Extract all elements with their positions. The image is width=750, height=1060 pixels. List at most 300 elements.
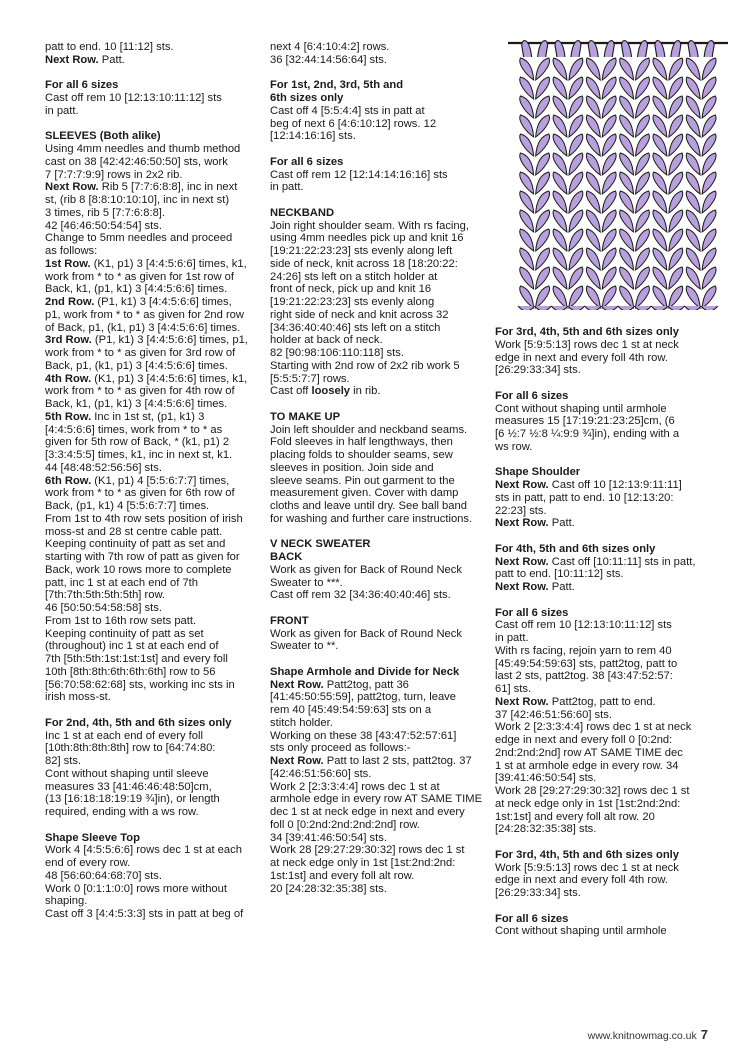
section: [270, 538, 492, 602]
pattern-line: [45, 538, 263, 551]
line-text: Work 4 [4:5:5:6:6] rows dec 1 st at each: [45, 844, 242, 857]
line-text: Sweater to ***.: [270, 576, 343, 589]
stitch-left-leg: [586, 115, 600, 137]
pattern-line: [495, 581, 710, 594]
stitch-right-leg: [636, 248, 650, 270]
line-text: 24:26] sts left on a stitch holder at: [270, 270, 438, 283]
pattern-line: [45, 768, 263, 781]
line-text: 82 [90:98:106:110:118] sts.: [270, 347, 404, 359]
stitch-left-leg: [620, 191, 634, 213]
pattern-line: [45, 296, 263, 309]
line-text: given for 5th row of Back, * (k1, p1) 2: [45, 436, 230, 449]
line-text: sleeves in position. Join side and: [270, 461, 434, 474]
line-text: edge in next and every foll 4th row.: [495, 351, 668, 364]
stitch-left-leg: [553, 210, 567, 232]
stitch-left-leg: [586, 286, 600, 308]
pattern-line: [45, 220, 263, 233]
section: [270, 41, 492, 67]
stitch-left-leg: [520, 115, 534, 137]
pattern-line: [495, 785, 710, 798]
section-heading: V NECK SWEATER: [270, 538, 371, 551]
pattern-line: [45, 194, 263, 207]
line-text: in rib.: [350, 385, 381, 398]
line-text: measures 15 [17:19:21:23:25]cm, (6: [495, 415, 675, 428]
stitch-right-leg: [636, 172, 650, 194]
stitch-left-leg: [553, 153, 567, 175]
row-label: Next Row.: [495, 695, 549, 708]
cast-on-edge: [618, 306, 635, 310]
pattern-line: [270, 373, 492, 386]
line-text: 36 [32:44:14:56:64] sts.: [270, 53, 387, 66]
column-right: [495, 326, 710, 951]
stitch-right-leg: [602, 267, 616, 289]
section: [270, 615, 492, 653]
line-text: (K1, p1) 3 [4:4:5:6:6] times, k1,: [91, 372, 248, 385]
pattern-line: [45, 883, 263, 896]
line-text: cloths and leave until dry. See ball band: [270, 500, 467, 512]
stitch-left-leg: [653, 153, 667, 175]
cast-on-edge: [668, 306, 685, 310]
line-text: Back, p1, (k1, p1) 3 [4:4:5:6:6] times.: [45, 359, 228, 372]
pattern-line: [270, 181, 492, 194]
pattern-line: [45, 870, 263, 883]
line-text: Work as given for Back of Round Neck: [270, 563, 462, 576]
section: [45, 41, 263, 67]
line-text: irish moss-st.: [45, 691, 111, 704]
stitch-left-leg: [653, 134, 667, 156]
stitch-left-leg: [686, 172, 700, 194]
stitch-left-leg: [620, 172, 634, 194]
line-text: Work as given for Back of Round Neck: [270, 627, 462, 640]
section-heading: For 1st, 2nd, 3rd, 5th and: [270, 79, 404, 92]
line-text: Patt2tog, patt to end.: [548, 695, 656, 708]
line-text: 34 [39:41:46:50:54] sts.: [270, 831, 387, 844]
pattern-line: [270, 577, 492, 590]
pattern-line: [45, 577, 263, 590]
line-text: work from * to * as given for 1st row of: [45, 270, 235, 283]
stitch-left-leg: [653, 115, 667, 137]
pattern-line: [495, 632, 710, 645]
line-text: Cast off 10 [12:13:9:11:11]: [548, 479, 682, 491]
stitch-right-leg: [702, 58, 716, 80]
stitch-left-leg: [620, 229, 634, 251]
section: [495, 607, 710, 837]
stitch-right-leg: [636, 96, 650, 118]
line-text: 7 [7:7:7:9:9] rows in 2x2 rib.: [45, 168, 183, 181]
pattern-line: [45, 411, 263, 424]
section: [45, 79, 263, 117]
pattern-line: [45, 424, 263, 437]
pattern-line: [270, 449, 492, 462]
stitch-left-leg: [620, 286, 634, 308]
stitch-right-leg: [669, 210, 683, 232]
stitch-right-leg: [636, 115, 650, 137]
stitch-right-leg: [536, 248, 550, 270]
line-text: 44 [48:48:52:56:56] sts.: [45, 461, 162, 474]
cast-on-edge: [601, 306, 618, 310]
line-text: for washing and further care instructions.: [270, 512, 473, 525]
pattern-line: [270, 870, 492, 883]
line-text: dec 1 st at neck edge in next and every: [270, 806, 465, 818]
line-text: Cast off 4 [5:5:4:4] sts in patt at: [270, 104, 425, 117]
stitch-right-leg: [536, 267, 550, 289]
line-text: 10th [8th:8th:6th:6th:6th] row to 56: [45, 665, 216, 678]
pattern-line: [495, 811, 710, 824]
pattern-line: [270, 169, 492, 182]
stitch-left-leg: [520, 96, 534, 118]
pattern-line: [45, 41, 263, 54]
pattern-line: [45, 181, 263, 194]
stitch-left-leg: [686, 115, 700, 137]
pattern-line: [270, 54, 492, 67]
stitch-right-leg: [669, 58, 683, 80]
stitch-left-leg: [520, 248, 534, 270]
row-label: 5th Row.: [45, 410, 92, 423]
stitch-right-leg: [669, 96, 683, 118]
line-text: Patt.: [548, 581, 575, 593]
stitch-left-leg: [520, 153, 534, 175]
pattern-line: [45, 615, 263, 628]
pattern-line: [45, 526, 263, 539]
pattern-line: [270, 857, 492, 870]
line-text: [24:28:32:35:38] sts.: [495, 823, 597, 836]
pattern-line: [45, 513, 263, 526]
section: [270, 411, 492, 526]
line-text: right side of neck and knit across 32: [270, 308, 449, 321]
line-text: 1st:1st] and every foll alt row.: [270, 869, 415, 882]
line-text: starting with 7th row of patt as given for: [45, 551, 240, 563]
line-text: (P1, k1) 3 [4:4:5:6:6] times,: [94, 296, 232, 308]
line-text: Starting with 2nd row of 2x2 rib work 5: [270, 359, 460, 372]
stitch-right-leg: [669, 77, 683, 99]
line-text: placing folds to shoulder seams, sew: [270, 449, 453, 461]
stitch-right-leg: [702, 248, 716, 270]
line-text: (13 [16:18:18:19:19 ¾]in), or length: [45, 793, 220, 806]
stitch-right-leg: [536, 153, 550, 175]
stitch-left-leg: [653, 191, 667, 213]
pattern-line: [45, 156, 263, 169]
stitch-right-leg: [569, 96, 583, 118]
pattern-line: [45, 640, 263, 653]
line-text: 1 st at armhole edge in every row. 34: [495, 759, 679, 772]
pattern-line: [45, 385, 263, 398]
line-text: rem 40 [45:49:54:59:63] sts on a: [270, 704, 432, 716]
line-text: using 4mm needles pick up and knit 16: [270, 232, 464, 245]
pattern-line: [495, 556, 710, 569]
stitch-left-leg: [620, 153, 634, 175]
pattern-line: [270, 640, 492, 653]
section-subheading: BACK: [270, 551, 303, 563]
pattern-line: [270, 462, 492, 475]
pattern-line: [270, 704, 492, 717]
emphasis: loosely: [311, 385, 351, 398]
pattern-line: [45, 334, 263, 347]
stitch-left-leg: [553, 77, 567, 99]
stitch-left-leg: [686, 248, 700, 270]
line-text: From 1st to 16th row sets patt.: [45, 614, 197, 627]
stitch-left-leg: [586, 248, 600, 270]
line-text: 48 [56:60:64:68:70] sts.: [45, 869, 162, 882]
line-text: Cast off [10:11:11] sts in patt,: [548, 555, 696, 568]
line-text: edge in next and every foll 4th row.: [495, 874, 668, 887]
pattern-line: [45, 730, 263, 743]
stitch-left-leg: [520, 58, 534, 80]
stitch-left-leg: [553, 96, 567, 118]
line-text: as follows:: [45, 245, 98, 257]
stitch-left-leg: [586, 267, 600, 289]
line-text: st, (rib 8 [8:8:10:10:10], inc in next st): [45, 194, 230, 206]
pattern-line: [270, 513, 492, 526]
stitch-right-leg: [602, 58, 616, 80]
line-text: (K1, p1) 3 [4:4:5:6:6] times, k1,: [90, 257, 247, 270]
pattern-line: [495, 874, 710, 887]
stitch-left-leg: [686, 96, 700, 118]
stitch-left-leg: [586, 172, 600, 194]
row-label: 2nd Row.: [45, 296, 95, 308]
stitch-left-leg: [653, 248, 667, 270]
section: [270, 156, 492, 194]
line-text: 3 times, rib 5 [7:7:6:8:8].: [45, 206, 166, 219]
stitch-right-leg: [569, 58, 583, 80]
pattern-line: [45, 602, 263, 615]
pattern-line: [495, 403, 710, 416]
line-text: sts only proceed as follows:-: [270, 742, 411, 755]
line-text: armhole edge in every row AT SAME TIME: [270, 793, 483, 806]
pattern-line: [45, 271, 263, 284]
stitch-left-leg: [686, 267, 700, 289]
section-heading: Shape Armhole and Divide for Neck: [270, 665, 460, 678]
stitch-left-leg: [520, 267, 534, 289]
line-text: Cont without shaping until sleeve: [45, 767, 209, 780]
section: [45, 130, 263, 704]
section: [495, 849, 710, 900]
pattern-line: [270, 691, 492, 704]
stitch-right-leg: [669, 229, 683, 251]
stitch-left-leg: [553, 134, 567, 156]
line-text: Join left shoulder and neckband seams.: [270, 423, 468, 436]
stitch-right-leg: [602, 191, 616, 213]
stitch-left-leg: [686, 58, 700, 80]
stitch-right-leg: [569, 77, 583, 99]
column-left: [45, 41, 263, 934]
pattern-line: [495, 747, 710, 760]
stitch-right-leg: [702, 172, 716, 194]
stitch-left-leg: [520, 210, 534, 232]
pattern-line: [45, 487, 263, 500]
line-text: [19:21:22:23:23] sts evenly along: [270, 296, 435, 308]
pattern-line: [270, 118, 492, 131]
stitch-right-leg: [569, 191, 583, 213]
pattern-line: [495, 364, 710, 377]
pattern-line: [45, 564, 263, 577]
line-text: With rs facing, rejoin yarn to rem 40: [495, 644, 672, 657]
stitch-left-leg: [686, 191, 700, 213]
stitch-right-leg: [669, 172, 683, 194]
pattern-line: [45, 373, 263, 386]
line-text: 22:23] sts.: [495, 504, 547, 517]
pattern-line: [45, 857, 263, 870]
stitch-left-leg: [586, 77, 600, 99]
section: [45, 717, 263, 819]
stitch-right-leg: [536, 229, 550, 251]
column-middle: [270, 41, 492, 908]
section: [495, 913, 710, 939]
line-text: (K1, p1) 4 [5:5:6:7:7] times,: [91, 474, 230, 487]
pattern-line: [270, 730, 492, 743]
stitch-left-leg: [520, 134, 534, 156]
line-text: holder at back of neck.: [270, 334, 383, 347]
line-text: at neck edge only in 1st [1st:2nd:2nd:: [270, 857, 456, 869]
stitch-left-leg: [586, 153, 600, 175]
row-label: Next Row.: [495, 555, 549, 568]
pattern-line: [270, 755, 492, 768]
row-label: Next Row.: [270, 755, 324, 767]
line-text: Keeping continuity of patt as set and: [45, 538, 226, 551]
stitch-right-leg: [702, 229, 716, 251]
stitch-right-leg: [702, 210, 716, 232]
stitch-left-leg: [553, 229, 567, 251]
stitch-right-leg: [702, 286, 716, 308]
pattern-line: [270, 500, 492, 513]
section: [45, 832, 263, 921]
stitch-right-leg: [702, 191, 716, 213]
line-text: last 2 sts, patt2tog. 38 [43:47:52:57:: [495, 670, 673, 683]
line-text: edge in next and every foll 0 [0:2nd:: [495, 734, 673, 746]
line-text: 20 [24:28:32:35:38] sts.: [270, 882, 387, 895]
line-text: [45:49:54:59:63] sts, patt2tog, patt to: [495, 657, 678, 670]
stitch-left-leg: [620, 267, 634, 289]
pattern-line: [270, 589, 492, 602]
stitch-right-leg: [602, 115, 616, 137]
pattern-line: [45, 742, 263, 755]
section: [495, 466, 710, 530]
section-heading: SLEEVES (Both alike): [45, 130, 161, 143]
cast-on-edge: [568, 306, 585, 310]
line-text: [26:29:33:34] sts.: [495, 887, 581, 899]
pattern-line: [45, 283, 263, 296]
pattern-line: [270, 232, 492, 245]
line-text: moss-st and 28 st centre cable patt.: [45, 525, 223, 538]
pattern-line: [495, 568, 710, 581]
line-text: side of neck, knit across 18 [18:20:22:: [270, 257, 458, 270]
stitch-right-leg: [669, 153, 683, 175]
line-text: patt, inc 1 st at each end of 7th: [45, 576, 198, 589]
pattern-line: [45, 806, 263, 819]
stitch-right-leg: [602, 172, 616, 194]
pattern-line: [270, 717, 492, 730]
stitch-right-leg: [536, 172, 550, 194]
section-heading: For 4th, 5th and 6th sizes only: [495, 542, 656, 555]
cast-on-edge: [535, 306, 552, 310]
line-text: Work [5:9:5:13] rows dec 1 st at neck: [495, 338, 679, 351]
line-text: 37 [42:46:51:56:60] sts.: [495, 708, 612, 721]
cast-on-edge: [518, 306, 535, 310]
pattern-line: [45, 781, 263, 794]
section: [495, 390, 710, 454]
stitch-right-leg: [636, 58, 650, 80]
pattern-line: [495, 428, 710, 441]
line-text: [39:41:46:50:54] sts.: [495, 772, 597, 785]
stitch-right-leg: [636, 286, 650, 308]
pattern-line: [45, 105, 263, 118]
pattern-line: [495, 670, 710, 683]
pattern-line: [270, 806, 492, 819]
stitch-right-leg: [602, 153, 616, 175]
pattern-line: [45, 207, 263, 220]
line-text: [3:3:4:5:5] times, k1, inc in next st, k1.: [45, 449, 233, 461]
line-text: Using 4mm needles and thumb method: [45, 143, 241, 155]
stitch-right-leg: [536, 286, 550, 308]
line-text: Back, k1, (p1, k1) 3 [4:4:5:6:6] times.: [45, 283, 228, 296]
stitch-left-leg: [553, 248, 567, 270]
stitch-left-leg: [520, 191, 534, 213]
line-text: [5:5:5:7:7] rows.: [270, 372, 350, 385]
pattern-line: [270, 628, 492, 641]
page-number: 7: [700, 1027, 708, 1042]
stitch-right-leg: [569, 210, 583, 232]
stitch-left-leg: [553, 191, 567, 213]
footer-url: www.knitnowmag.co.uk: [587, 1030, 697, 1042]
stitch-left-leg: [520, 229, 534, 251]
line-text: Cast off rem 10 [12:13:10:11:12] sts: [45, 92, 222, 104]
line-text: measurement given. Cover with damp: [270, 487, 459, 500]
line-text: 7th [5th:5th:1st:1st:1st] and every foll: [45, 653, 228, 665]
pattern-line: [495, 352, 710, 365]
stitch-right-leg: [536, 77, 550, 99]
stitch-left-leg: [586, 191, 600, 213]
line-text: Work 2 [2:3:3:4:4] rows dec 1 st at: [270, 780, 440, 793]
line-text: end of every row.: [45, 857, 131, 869]
pattern-line: [270, 385, 492, 398]
line-text: 61] sts.: [495, 683, 532, 695]
stitch-left-leg: [586, 229, 600, 251]
pattern-line: [495, 683, 710, 696]
line-text: [56:70:58:62:68] sts, working inc sts in: [45, 678, 235, 691]
stitch-left-leg: [553, 267, 567, 289]
row-label: 3rd Row.: [45, 334, 92, 347]
stitch-right-leg: [536, 58, 550, 80]
stitch-right-leg: [536, 191, 550, 213]
pattern-line: [270, 475, 492, 488]
pattern-line: [45, 449, 263, 462]
stitch-right-leg: [602, 77, 616, 99]
stitch-right-leg: [702, 96, 716, 118]
section: [270, 207, 492, 398]
pattern-line: [270, 271, 492, 284]
page-footer: [588, 1027, 708, 1042]
pattern-line: [45, 691, 263, 704]
stitch-left-leg: [586, 58, 600, 80]
stitch-right-leg: [636, 191, 650, 213]
pattern-line: [270, 347, 492, 360]
pattern-line: [270, 487, 492, 500]
pattern-line: [270, 793, 492, 806]
line-text: ws row.: [495, 440, 533, 453]
pattern-line: [495, 721, 710, 734]
line-text: Change to 5mm needles and proceed: [45, 232, 233, 245]
stitch-left-leg: [620, 210, 634, 232]
cast-on-edge: [551, 306, 568, 310]
stitch-left-leg: [620, 248, 634, 270]
section-heading: For all 6 sizes: [45, 79, 119, 92]
line-text: [4:4:5:6:6] times, work from * to * as: [45, 423, 223, 436]
pattern-line: [495, 415, 710, 428]
line-text: Cast off rem 10 [12:13:10:11:12] sts: [495, 619, 672, 632]
line-text: foll 0 [0:2nd:2nd:2nd:2nd] row.: [270, 818, 420, 831]
stitch-left-leg: [553, 58, 567, 80]
pattern-line: [270, 768, 492, 781]
line-text: at neck edge only in 1st [1st:2nd:2nd:: [495, 797, 681, 810]
